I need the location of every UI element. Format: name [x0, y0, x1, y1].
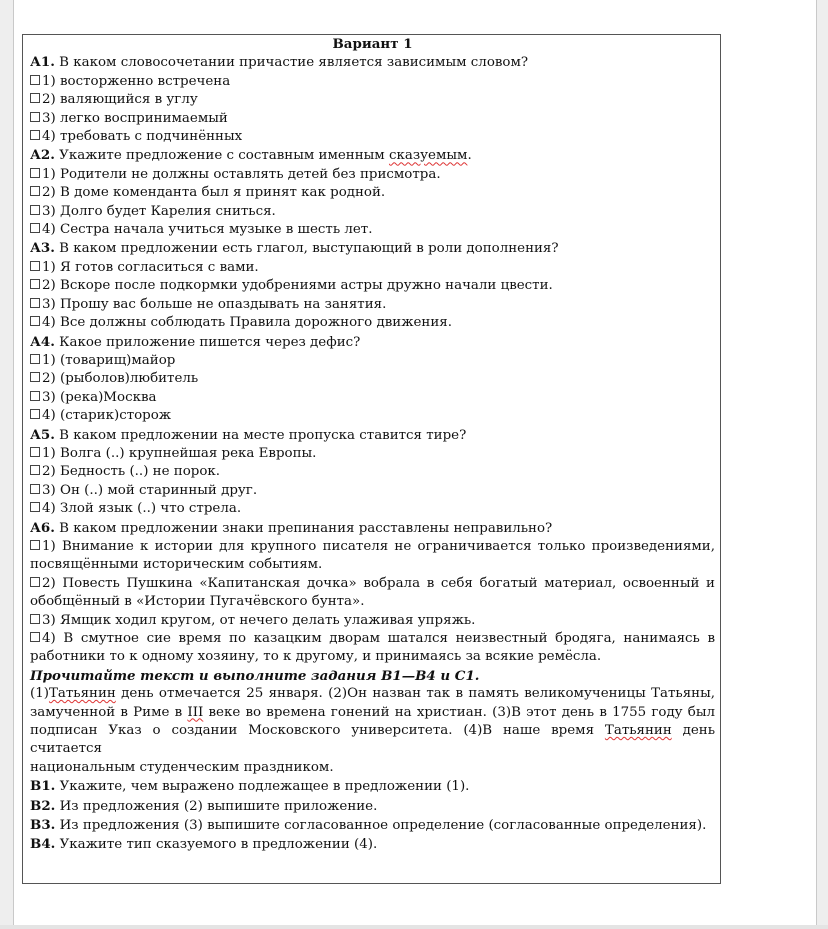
- option-continuation: работники то к одному хозяину, то к другому, и принимаясь за всякие ремёсла.: [30, 649, 602, 665]
- option[interactable]: 4) Сестра начала учиться музыке в шесть лет.: [30, 221, 715, 239]
- checkbox-icon[interactable]: [30, 130, 40, 140]
- checkbox-icon[interactable]: [30, 484, 40, 494]
- checkbox-icon[interactable]: [30, 112, 40, 122]
- checkbox-icon[interactable]: [30, 168, 40, 178]
- option[interactable]: 4) Все должны соблюдать Правила дорожного движения.: [30, 314, 715, 332]
- spellcheck-flagged-word[interactable]: Татьянин: [48, 686, 116, 702]
- option[interactable]: 1) (товарищ)майор: [30, 352, 715, 370]
- option[interactable]: 2) Бедность (..) не порок.: [30, 463, 715, 481]
- question-number: А4.: [30, 333, 55, 350]
- option[interactable]: 2) валяющийся в углу: [30, 91, 715, 109]
- question-number: А3.: [30, 240, 55, 257]
- page-gutter-bottom: [0, 925, 828, 929]
- checkbox-icon[interactable]: [30, 540, 40, 550]
- task-text: Укажите, чем выражено подлежащее в предложении (1).: [59, 779, 470, 795]
- task-number: В2.: [30, 797, 56, 814]
- checkbox-icon[interactable]: [30, 354, 40, 364]
- task-b1: [30, 777, 715, 796]
- question-text: В каком предложении знаки препинания расставлены неправильно?: [59, 520, 553, 536]
- question-number: А1.: [30, 54, 55, 71]
- section-instruction: Прочитайте текст и выполните задания В1—В4 и С1.: [30, 667, 480, 684]
- option[interactable]: 3) Прошу вас больше не опаздывать на занятия.: [30, 296, 715, 314]
- checkbox-icon[interactable]: [30, 75, 40, 85]
- checkbox-icon[interactable]: [30, 614, 40, 624]
- task-number: В4.: [30, 836, 56, 853]
- spellcheck-flagged-word[interactable]: сказуемым: [388, 148, 468, 164]
- option[interactable]: 1) Родители не должны оставлять детей без присмотра.: [30, 166, 715, 184]
- question-a2: А2. Укажите предложение с составным именным сказуемым.: [30, 147, 472, 164]
- option-continuation: посвящёнными историческим событиям.: [30, 557, 323, 573]
- passage-line: национальным студенческим праздником.: [30, 759, 334, 775]
- question-text: В каком предложении есть глагол, выступающий в роли дополнения?: [59, 241, 559, 257]
- spellcheck-flagged-word[interactable]: Татьянин: [604, 723, 672, 739]
- page-gutter-left: [0, 0, 14, 929]
- passage-line: замученной в Риме в III веке во времена гонений на христиан. (3)В этот день в 1755 году был: [30, 704, 715, 720]
- question-a1: [30, 53, 715, 72]
- task-text: Укажите тип сказуемого в предложении (4).: [59, 837, 378, 853]
- question-a4: [30, 333, 715, 352]
- document-content: [30, 35, 715, 855]
- page-title: Вариант 1: [332, 36, 413, 52]
- checkbox-icon[interactable]: [30, 93, 40, 103]
- checkbox-icon[interactable]: [30, 279, 40, 289]
- option[interactable]: 3) Ямщик ходил кругом, от нечего делать улаживая упряжь.: [30, 612, 715, 630]
- option[interactable]: 1) Волга (..) крупнейшая река Европы.: [30, 445, 715, 463]
- task-b2: [30, 797, 715, 816]
- task-text: Из предложения (3) выпишите согласованное определение (согласованные определения).: [59, 818, 707, 834]
- question-text: Какое приложение пишется через дефис?: [59, 334, 361, 350]
- option[interactable]: 4) требовать с подчинённых: [30, 128, 715, 146]
- task-number: В3.: [30, 817, 56, 834]
- checkbox-icon[interactable]: [30, 372, 40, 382]
- checkbox-icon[interactable]: [30, 298, 40, 308]
- question-a5: [30, 426, 715, 445]
- question-a3: [30, 239, 715, 258]
- question-text: В каком словосочетании причастие является зависимым словом?: [59, 55, 529, 71]
- checkbox-icon[interactable]: [30, 447, 40, 457]
- option[interactable]: 3) Долго будет Карелия сниться.: [30, 203, 715, 221]
- option[interactable]: 4) В смутное сие время по казацким дворам шатался неизвестный бродяга, нанимаясь в: [30, 630, 715, 648]
- task-number: В1.: [30, 778, 56, 795]
- passage-line: подписан Указ о создании Московского университета. (4)В наше время Татьянин день считается: [30, 723, 715, 757]
- option[interactable]: 2) Вскоре после подкормки удобрениями астры дружно начали цвести.: [30, 277, 715, 295]
- option-continuation: обобщённый в «Истории Пугачёвского бунта».: [30, 594, 365, 610]
- checkbox-icon[interactable]: [30, 465, 40, 475]
- option[interactable]: 1) Я готов согласиться с вами.: [30, 259, 715, 277]
- option[interactable]: 3) легко воспринимаемый: [30, 110, 715, 128]
- checkbox-icon[interactable]: [30, 261, 40, 271]
- task-b4: [30, 835, 715, 854]
- checkbox-icon[interactable]: [30, 205, 40, 215]
- checkbox-icon[interactable]: [30, 223, 40, 233]
- question-number: А6.: [30, 519, 55, 536]
- option[interactable]: 3) Он (..) мой старинный друг.: [30, 482, 715, 500]
- question-a6: [30, 519, 715, 538]
- option[interactable]: 1) Внимание к истории для крупного писателя не ограничивается только произведениями,: [30, 538, 715, 556]
- option[interactable]: 4) Злой язык (..) что стрела.: [30, 500, 715, 518]
- checkbox-icon[interactable]: [30, 391, 40, 401]
- spellcheck-flagged-word[interactable]: III: [187, 704, 204, 720]
- checkbox-icon[interactable]: [30, 632, 40, 642]
- question-number: А2.: [30, 147, 55, 164]
- option[interactable]: 2) В доме коменданта был я принят как родной.: [30, 184, 715, 202]
- checkbox-icon[interactable]: [30, 502, 40, 512]
- option[interactable]: 3) (река)Москва: [30, 389, 715, 407]
- option[interactable]: 1) восторженно встречена: [30, 73, 715, 91]
- option[interactable]: 2) (рыболов)любитель: [30, 370, 715, 388]
- task-b3: [30, 816, 715, 835]
- checkbox-icon[interactable]: [30, 409, 40, 419]
- checkbox-icon[interactable]: [30, 186, 40, 196]
- option[interactable]: 4) (старик)сторож: [30, 407, 715, 425]
- question-number: А5.: [30, 426, 55, 443]
- checkbox-icon[interactable]: [30, 316, 40, 326]
- task-text: Из предложения (2) выпишите приложение.: [59, 798, 378, 814]
- question-text: В каком предложении на месте пропуска ставится тире?: [59, 427, 467, 443]
- checkbox-icon[interactable]: [30, 577, 40, 587]
- scrollbar-track[interactable]: [816, 0, 828, 929]
- option[interactable]: 2) Повесть Пушкина «Капитанская дочка» вобрала в себя богатый материал, освоенный и: [30, 575, 715, 593]
- passage-line: (1)Татьянин день отмечается 25 января. (2)Он назван так в память великомученицы Татьяны,: [30, 686, 715, 702]
